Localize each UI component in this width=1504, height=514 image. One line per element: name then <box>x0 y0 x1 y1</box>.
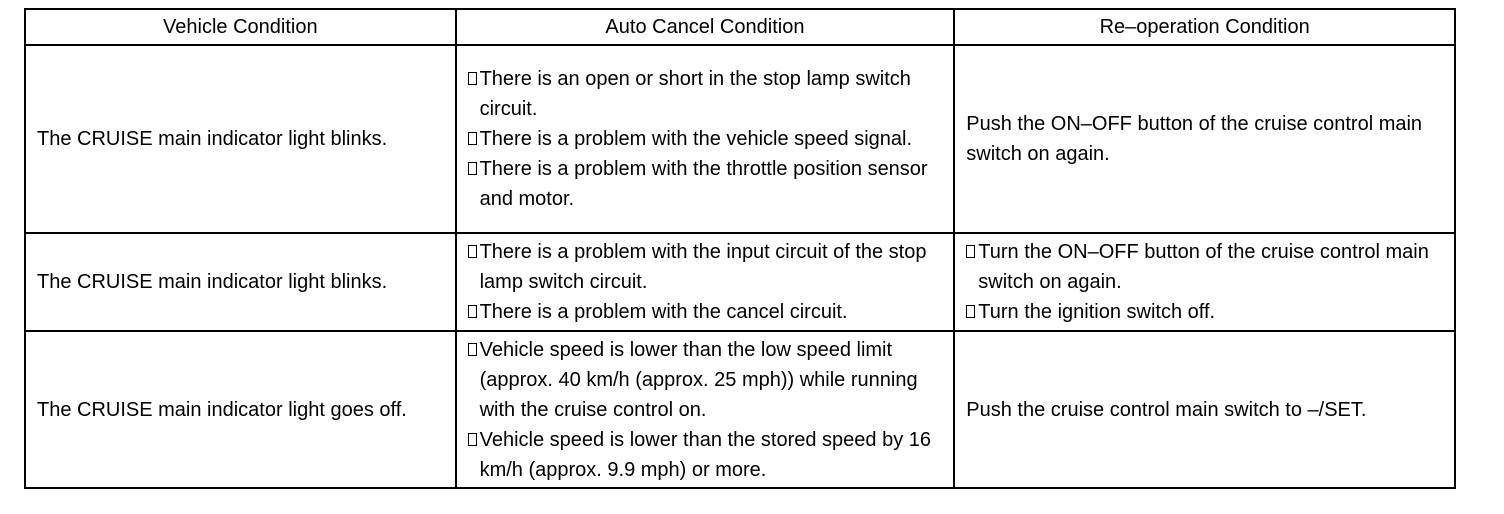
vehicle-condition-text: The CRUISE main indicator light blinks. <box>37 271 388 293</box>
auto-cancel-cell <box>456 45 955 233</box>
checkbox-square-icon <box>966 245 975 258</box>
table-row <box>25 45 1455 233</box>
reoperation-text: Push the ON–OFF button of the cruise control main switch on again. <box>966 113 1423 165</box>
list-item: Turn the ignition switch off. <box>966 297 1444 327</box>
checkbox-square-icon <box>468 343 477 356</box>
vehicle-condition-text: The CRUISE main indicator light goes off. <box>37 398 407 421</box>
header-reoperation-condition: Re–operation Condition <box>954 9 1455 45</box>
auto-cancel-cell <box>456 233 955 331</box>
checkbox-square-icon <box>468 433 477 446</box>
table-row <box>25 331 1455 488</box>
list-item: Vehicle speed is lower than the stored speed by 16 km/h (approx. 9.9 mph) or more. <box>468 425 944 485</box>
checkbox-square-icon <box>966 305 975 318</box>
checkbox-square-icon <box>468 162 477 175</box>
list-item: There is a problem with the cancel circuit. <box>468 297 944 327</box>
vehicle-condition-cell <box>25 331 456 488</box>
list-item: Turn the ON–OFF button of the cruise control main switch on again. <box>966 237 1444 297</box>
auto-cancel-list <box>457 335 954 485</box>
reoperation-text: Push the cruise control main switch to –/SET. <box>966 398 1367 421</box>
list-item: There is a problem with the throttle position sensor and motor. <box>468 154 944 214</box>
list-item: Vehicle speed is lower than the low speed limit (approx. 40 km/h (approx. 25 mph)) while running with the cruise control on. <box>468 335 944 425</box>
auto-cancel-list <box>457 64 954 214</box>
vehicle-condition-text: The CRUISE main indicator light blinks. <box>37 128 388 150</box>
cruise-control-cancel-table <box>24 8 1456 489</box>
reoperation-cell <box>954 233 1455 331</box>
auto-cancel-list <box>457 237 954 327</box>
reoperation-cell <box>954 45 1455 233</box>
list-item: There is a problem with the input circuit of the stop lamp switch circuit. <box>468 237 944 297</box>
header-vehicle-condition: Vehicle Condition <box>25 9 456 45</box>
list-item: There is a problem with the vehicle speed signal. <box>468 124 944 154</box>
vehicle-condition-cell <box>25 45 456 233</box>
table-row <box>25 233 1455 331</box>
reoperation-cell <box>954 331 1455 488</box>
checkbox-square-icon <box>468 305 477 318</box>
vehicle-condition-cell <box>25 233 456 331</box>
list-item: There is an open or short in the stop lamp switch circuit. <box>468 64 944 124</box>
checkbox-square-icon <box>468 72 477 85</box>
auto-cancel-cell <box>456 331 955 488</box>
table-header-row <box>25 9 1455 45</box>
reoperation-list <box>955 237 1454 327</box>
checkbox-square-icon <box>468 245 477 258</box>
header-auto-cancel-condition: Auto Cancel Condition <box>456 9 955 45</box>
checkbox-square-icon <box>468 132 477 145</box>
